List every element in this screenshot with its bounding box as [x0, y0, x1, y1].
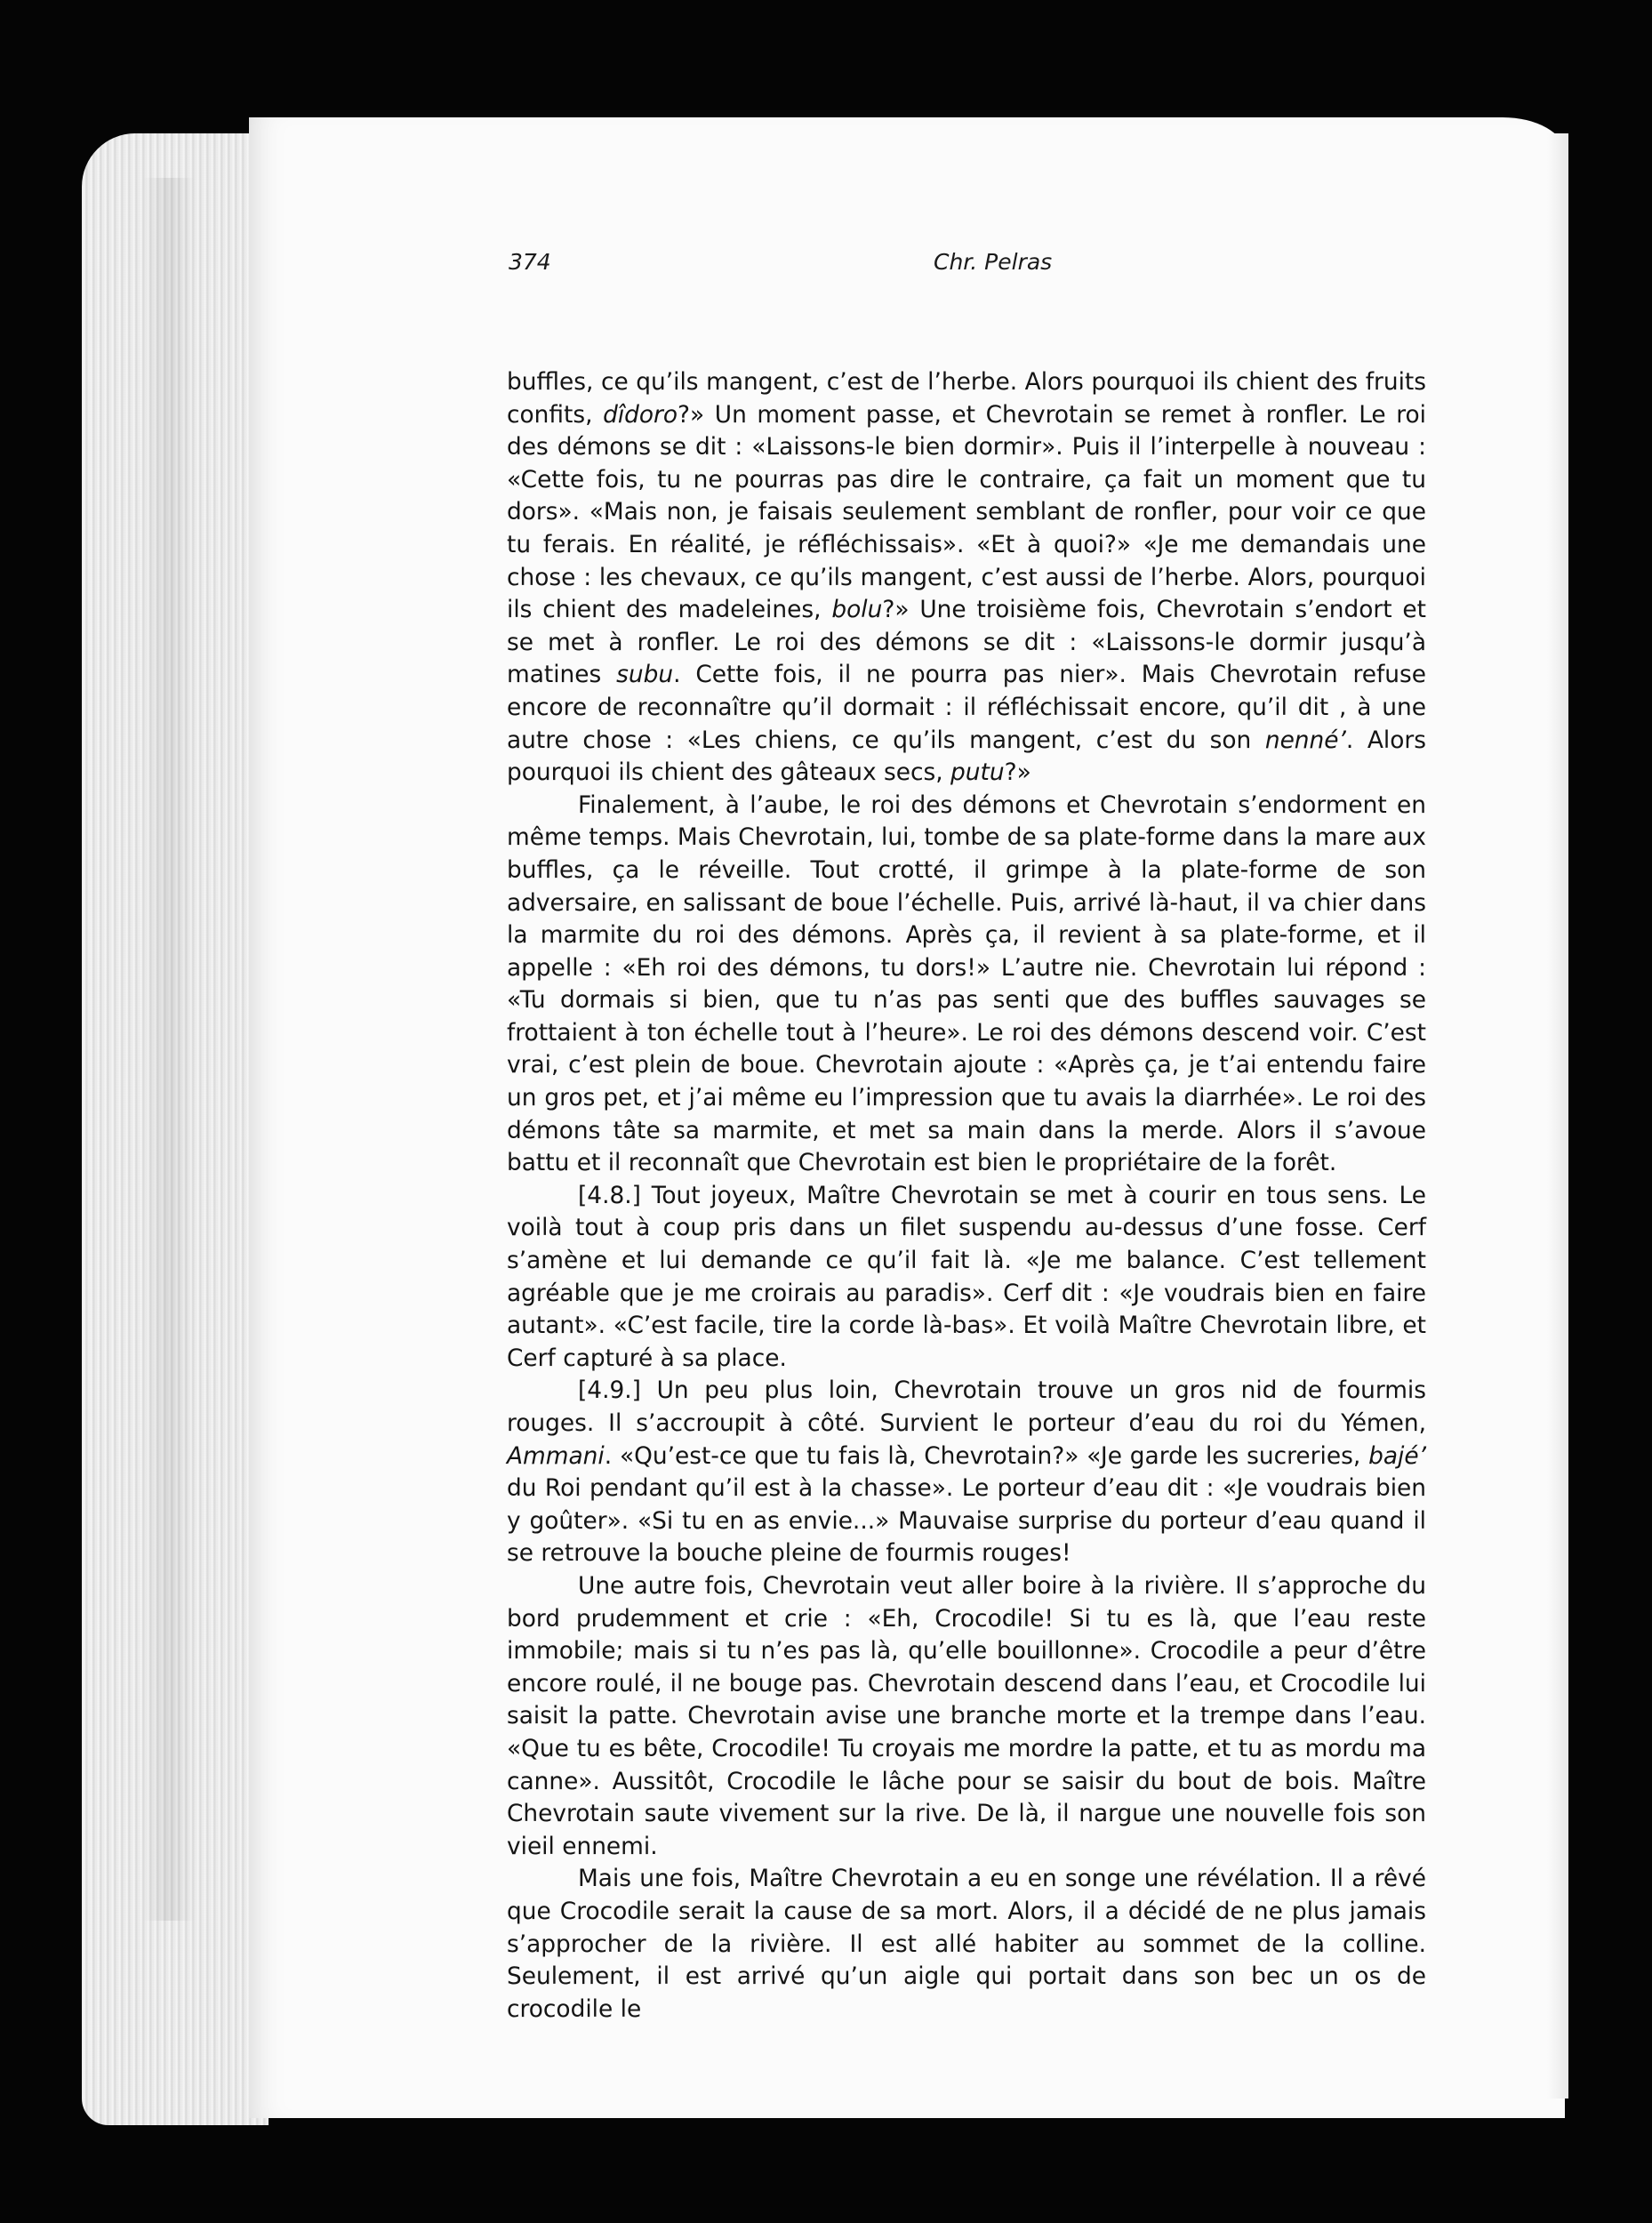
- italic-term: putu: [950, 758, 1005, 787]
- text-run: [4.8.] Tout joyeux, Maître Chevrotain se met à courir en tous sens. Le voilà tout à coup pris dans un filet suspendu au-dessus d’une fosse. Cerf s’amène et lui demande ce qu’il fait là. «Je me balance. C’est tellement agréable que je me croirais au paradis». Cerf dit : «Je voudrais bien en faire autant». «C’est facile, tire la corde là-bas». Et voilà Maître Chevrotain libre, et Cerf capturé à sa place.: [507, 1181, 1426, 1372]
- text-run: ?» Un moment passe, et Chevrotain se remet à ronfler. Le roi des démons se dit : «Laissons-le bien dormir». Puis il l’interpelle à nouveau : «Cette fois, tu ne pourras pas dire le contraire, ça fait un moment que tu dors». «Mais non, je faisais seulement semblant de ronfler, pour voir ce que tu ferais. En réalité, je réfléchissais». «Et à quoi?» «Je me demandais une chose : les chevaux, ce qu’ils mangent, c’est aussi de l’herbe. Alors, pourquoi ils chient des madeleines,: [507, 400, 1426, 624]
- page-right-edge: [1547, 133, 1568, 2099]
- paragraph: [507, 790, 1426, 1180]
- gutter-shadow: [142, 178, 196, 1921]
- text-run: . «Qu’est-ce que tu fais là, Chevrotain?» «Je garde les sucreries,: [604, 1441, 1369, 1470]
- italic-term: nenné’: [1264, 726, 1346, 754]
- text-run: du Roi pendant qu’il est à la chasse». Le porteur d’eau dit : «Je voudrais bien y goûter». «Si tu en as envie...» Mauvaise surprise du porteur d’eau quand il se retrouve la bouche pleine de fourmis rouges!: [507, 1474, 1426, 1568]
- body-text: [507, 366, 1426, 2026]
- italic-term: Ammani: [507, 1441, 605, 1470]
- text-run: [4.9.] Un peu plus loin, Chevrotain trouve un gros nid de fourmis rouges. Il s’accroupit à côté. Survient le porteur d’eau du roi du Yémen,: [507, 1376, 1426, 1437]
- page-number: 374: [509, 249, 551, 275]
- text-run: . Cette fois, il ne pourra pas nier». Mais Chevrotain refuse encore de reconnaître qu’il dormait : il réfléchissait encore, qu’il dit , à une autre chose : «Les chiens, ce qu’ils mangent, c’est du son: [507, 661, 1426, 754]
- text-run: Finalement, à l’aube, le roi des démons et Chevrotain s’endorment en même temps. Mais Chevrotain, lui, tombe de sa plate-forme dans la mare aux buffles, ça le réveille. Tout crotté, il grimpe à la plate-forme de son adversaire, en salissant de boue l’échelle. Puis, arrivé là-haut, il va chier dans la marmite du roi des démons. Après ça, il revient à sa plate-forme, et il appelle : «Eh roi des démons, tu dors!» L’autre nie. Chevrotain lui répond : «Tu dormais si bien, que tu n’as pas senti que des buffles sauvages se frottaient à ton échelle tout à l’heure». Le roi des démons descend voir. C’est vrai, c’est plein de boue. Chevrotain ajoute : «Après ça, je t’ai entendu faire un gros pet, et j’ai même eu l’impression que tu avais la diarrhée». Le roi des démons tâte sa marmite, et met sa main dans la merde. Alors il s’avoue battu et il reconnaît que Chevrotain est bien le propriétaire de la forêt.: [507, 790, 1426, 1177]
- italic-term: bajé’: [1368, 1441, 1426, 1470]
- text-run: Une autre fois, Chevrotain veut aller boire à la rivière. Il s’approche du bord prudemment et crie : «Eh, Crocodile! Si tu es là, que l’eau reste immobile; mais si tu n’es pas là, qu’elle bouillonne». Crocodile a peur d’être encore roulé, il ne bouge pas. Chevrotain descend dans l’eau, et Crocodile lui saisit la patte. Chevrotain avise une branche morte et la trempe dans l’eau. «Que tu es bête, Crocodile! Tu croyais me mordre la patte, et tu as mordu ma canne». Aussitôt, Crocodile le lâche pour se saisir du bout de bois. Maître Chevrotain saute vivement sur la rive. De là, il nargue une nouvelle fois son vieil ennemi.: [507, 1571, 1426, 1860]
- text-run: ?»: [1004, 758, 1031, 787]
- paragraph: [507, 1375, 1426, 1570]
- paragraph: [507, 1180, 1426, 1376]
- paragraph: [507, 1863, 1426, 2026]
- text-run: buffles, ce qu’ils mangent, c’est de l’herbe. Alors pourquoi ils chient des fruits confits,: [507, 368, 1426, 429]
- running-header-author: Chr. Pelras: [934, 249, 1053, 275]
- text-run: . Alors pourquoi ils chient des gâteaux secs,: [507, 726, 1426, 787]
- italic-term: dîdoro: [603, 400, 678, 429]
- text-run: Mais une fois, Maître Chevrotain a eu en songe une révélation. Il a rêvé que Crocodile serait la cause de sa mort. Alors, il a décidé de ne plus jamais s’approcher de la rivière. Il est allé habiter au sommet de la colline. Seulement, il est arrivé qu’un aigle qui portait dans son bec un os de crocodile le: [507, 1865, 1426, 2023]
- italic-term: bolu: [831, 596, 883, 624]
- italic-term: subu: [616, 661, 674, 689]
- paragraph: [507, 366, 1426, 790]
- paragraph: [507, 1570, 1426, 1863]
- text-run: ?» Une troisième fois, Chevrotain s’endort et se met à ronfler. Le roi des démons se dit : «Laissons-le dormir jusqu’à matines: [507, 596, 1426, 689]
